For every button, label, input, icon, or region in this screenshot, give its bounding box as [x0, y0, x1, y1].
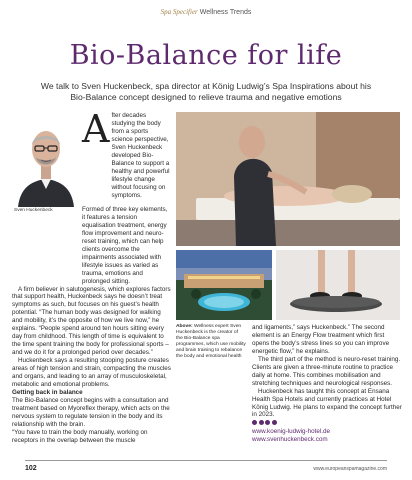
article-title: Bio-Balance for life: [69, 40, 343, 71]
magazine-brand: Spa Specifier: [160, 8, 198, 16]
paragraph: A firm believer in salutogenesis, which explores factors that support health, Huckenbeck says he doesn’t treat symptoms as such, but focuses on his guest’s health potential. “The human body was designed for walking and mobility, it’s the opposite of how we live now,” he explains. “People spend around ten hours sitting every day from childhood. This length of time is equivalent to the time spent training the body for professional sports – and we do it for a prolonged period over decades.”: [12, 285, 171, 357]
balance-board-photo: [276, 250, 400, 320]
resort-photo: [176, 250, 272, 320]
footer-rule: [25, 460, 387, 461]
section-name: Wellness Trends: [199, 9, 252, 16]
intro-paragraph: fter decades studying the body from a sports science perspective, Sven Huckenbeck developed Bio-Balance to support a healthy and powerful lifestyle change without focusing on symptoms.: [111, 112, 170, 199]
treatment-photo: [176, 112, 400, 246]
paragraph: The Bio-Balance concept begins with a consultation and treatment based on Myoreflex therapy, which acts on the nervous system to regulate tension in the body and its relationship with the brain.: [12, 396, 170, 428]
portrait-caption: Sven Huckenbeck: [14, 208, 53, 213]
portrait-photo: [12, 115, 80, 207]
subheading: Getting back in balance: [12, 388, 83, 396]
paragraph: Huckenbeck has taught this concept at Ensana Health Spa Hotels and currently practices at Hotel König Ludwig. He plans to expand the concept further in 2023.: [252, 387, 402, 419]
section-header: [0, 8, 412, 16]
right-column: [252, 324, 402, 444]
end-mark-dots: [252, 420, 277, 425]
paragraph: Formed of three key elements, it features a tension equalisation treatment, energy flow improvement and neuro-reset training, which can help clients overcome the impairments associated with lifestyle issues as varied as trauma, emotions and prolonged sitting.: [82, 206, 168, 285]
left-column: [12, 206, 172, 445]
standfirst: We talk to Sven Huckenbeck, spa director at König Ludwig’s Spa Inspirations about his Bio-Balance concept designed to relieve trauma and negative emotions: [40, 81, 372, 102]
hotel-website-link[interactable]: www.koenig-ludwig-hotel.de: [252, 428, 331, 436]
paragraph: and ligaments,” says Huckenbeck.” The second element is an Energy Flow treatment which first opens the body’s stress lines so you can improve energetic flow,” he explains.: [252, 324, 390, 355]
paragraph: The third part of the method is neuro-reset training. Clients are given a three-minute routine to practice daily at home. This combines mobilisation and stretching techniques and neurological responses.: [252, 355, 401, 387]
magazine-url[interactable]: www.europeanspamagazine.com: [313, 466, 387, 472]
article-intro-top: [82, 107, 170, 199]
paragraph: “You have to train the body manually, working on receptors in the overlap between the muscle: [12, 428, 148, 444]
personal-website-link[interactable]: www.svenhuckenbeck.com: [252, 436, 328, 444]
caption-label: Above:: [176, 324, 193, 329]
paragraph: Huckenbeck says a resulting stooping posture creates areas of high tension and strain, compacting the muscles and organs, and leading to an array of musculoskeletal, metabolic and emotional problems.: [12, 357, 171, 388]
photo-caption: [176, 324, 246, 360]
dropcap: A: [82, 107, 110, 151]
page-number: 102: [25, 465, 37, 472]
caption-text: Wellness expert Sven Huckenbeck is the creator of the Bio-Balance spa programmes, which use mobility and brain training to rebalance the body and emotional health: [176, 324, 246, 359]
